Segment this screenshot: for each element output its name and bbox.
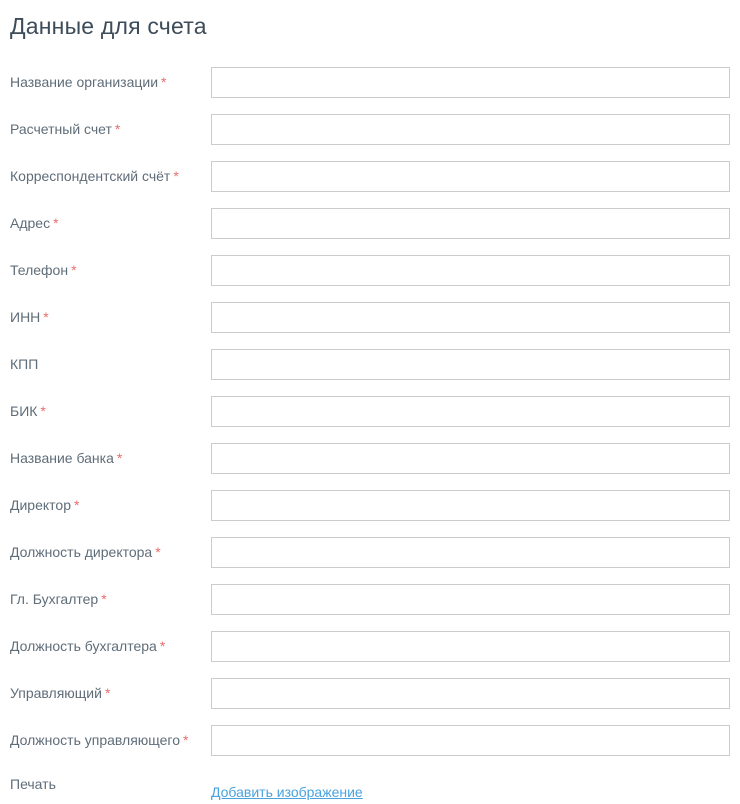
required-asterisk: * [101,591,107,607]
add-image-link[interactable]: Добавить изображение [211,784,363,800]
field-label-cell [10,349,211,373]
field-control [211,114,730,145]
director-input[interactable] [211,490,730,521]
form-row-inn [10,302,730,333]
form-row-director [10,490,730,521]
required-asterisk: * [71,262,77,278]
field-label-cell [10,67,211,91]
phone-input[interactable] [211,255,730,286]
form-row-organization-name [10,67,730,98]
organization-name-input[interactable] [211,67,730,98]
form-row-manager-position [10,725,730,756]
field-control [211,490,730,521]
field-label: Управляющий [10,685,102,701]
form-row-chief-accountant [10,584,730,615]
field-label: КПП [10,356,39,372]
field-label-cell [10,161,211,185]
required-asterisk: * [116,450,123,466]
inn-input[interactable] [211,302,730,333]
director-position-input[interactable] [211,537,730,568]
field-control [211,255,730,286]
form-row-manager [10,678,730,709]
required-asterisk: * [173,168,179,184]
field-label-cell [10,772,211,793]
settlement-account-input[interactable] [211,114,730,145]
required-asterisk: * [114,121,121,137]
field-control [211,208,730,239]
required-asterisk: * [183,732,189,748]
field-label-cell [10,443,211,467]
form-row-correspondent-account [10,161,730,192]
field-control [211,67,730,98]
form-fields [10,67,730,756]
field-label: Телефон [10,262,69,278]
field-control [211,396,730,427]
required-asterisk: * [43,309,49,325]
form-row-director-position [10,537,730,568]
chief-accountant-input[interactable] [211,584,730,615]
field-control [211,772,730,802]
field-label: Должность бухгалтера [10,638,157,654]
field-label: ИНН [10,309,41,325]
field-label-cell [10,208,211,232]
field-label: Печать [10,776,56,792]
field-label: Директор [10,497,71,513]
field-control [211,678,730,709]
address-input[interactable] [211,208,730,239]
kpp-input[interactable] [211,349,730,380]
required-asterisk: * [161,74,167,90]
field-label: Адрес [10,215,51,231]
form-row-kpp [10,349,730,380]
field-label-cell [10,114,211,138]
field-control [211,725,730,756]
required-asterisk: * [40,403,46,419]
field-label-cell [10,396,211,420]
correspondent-account-input[interactable] [211,161,730,192]
field-label-cell [10,584,211,608]
page-title: Данные для счета [10,13,207,39]
required-asterisk: * [53,215,59,231]
form-row-settlement-account [10,114,730,145]
form-row-bank-name [10,443,730,474]
form-row-phone [10,255,730,286]
bik-input[interactable] [211,396,730,427]
field-label: Гл. Бухгалтер [10,591,99,607]
field-label: Название банка [10,450,114,466]
field-label-cell [10,302,211,326]
field-control [211,443,730,474]
field-label-cell [10,490,211,514]
form-row-stamp [10,772,730,802]
field-control [211,302,730,333]
field-label: БИК [10,403,38,419]
manager-position-input[interactable] [211,725,730,756]
field-control [211,584,730,615]
field-label-cell [10,255,211,279]
bank-name-input[interactable] [211,443,730,474]
field-label-cell [10,631,211,655]
field-label: Должность директора [10,544,153,560]
field-label: Название организации [10,74,159,90]
field-label: Должность управляющего [10,732,181,748]
accountant-position-input[interactable] [211,631,730,662]
required-asterisk: * [104,685,111,701]
form-row-address [10,208,730,239]
field-label: Корреспондентский счёт [10,168,171,184]
billing-data-form [10,67,730,802]
field-label-cell [10,537,211,561]
form-row-accountant-position [10,631,730,662]
field-label-cell [10,725,211,749]
field-label: Расчетный счет [10,121,112,137]
form-row-bik [10,396,730,427]
field-label-cell [10,678,211,702]
required-asterisk: * [159,638,166,654]
field-control [211,537,730,568]
field-control [211,161,730,192]
manager-input[interactable] [211,678,730,709]
required-asterisk: * [155,544,161,560]
field-control [211,631,730,662]
required-asterisk: * [73,497,80,513]
field-control [211,349,730,380]
